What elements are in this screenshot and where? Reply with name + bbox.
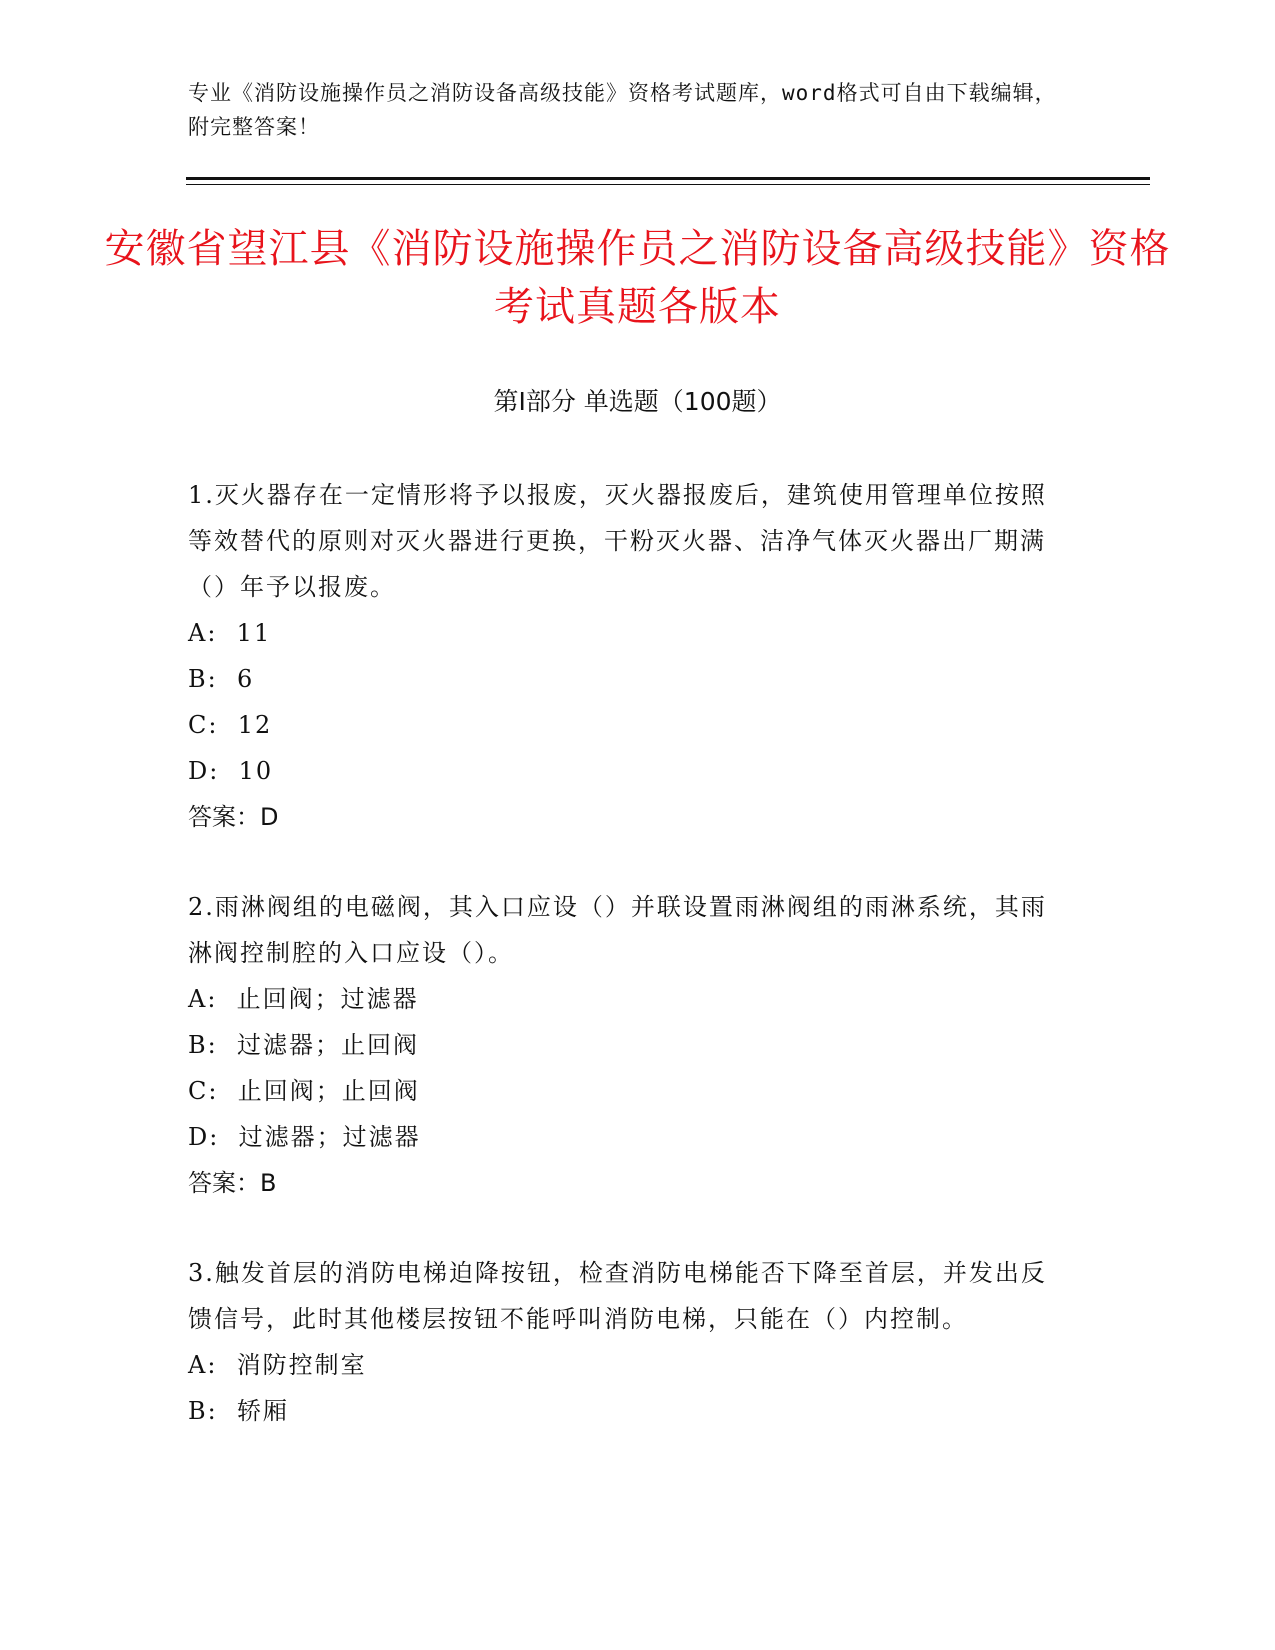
option-a: A: 11 bbox=[188, 619, 272, 647]
question-stem: 1.灭火器存在一定情形将予以报废，灭火器报废后，建筑使用管理单位按照等效替代的原则对灭火器进行更换，干粉灭火器、洁净气体灭火器出厂期满（）年予以报废。 bbox=[188, 481, 1047, 601]
header-divider-thick bbox=[186, 177, 1150, 180]
option-b: B: 6 bbox=[188, 665, 255, 693]
question-3 bbox=[188, 1250, 1068, 1434]
option-a: A: 消防控制室 bbox=[188, 1351, 367, 1379]
section-title: 第Ⅰ部分 单选题（100题） bbox=[493, 387, 782, 416]
question-2 bbox=[188, 884, 1068, 1206]
option-c: C: 12 bbox=[188, 711, 273, 739]
option-b: B: 过滤器；止回阀 bbox=[188, 1031, 419, 1059]
question-list bbox=[188, 472, 1068, 1478]
answer: 答案：B bbox=[188, 1169, 277, 1197]
option-d: D: 过滤器；过滤器 bbox=[188, 1123, 421, 1151]
option-d: D: 10 bbox=[188, 757, 274, 785]
option-b: B: 轿厢 bbox=[188, 1397, 289, 1425]
option-a: A: 止回阀；过滤器 bbox=[188, 985, 419, 1013]
document-title: 安徽省望江县《消防设施操作员之消防设备高级技能》资格考试真题各版本 bbox=[104, 226, 1171, 330]
question-1 bbox=[188, 472, 1068, 840]
answer: 答案：D bbox=[188, 803, 279, 831]
header-note: 专业《消防设施操作员之消防设备高级技能》资格考试题库，word格式可自由下载编辑，附完整答案！ bbox=[188, 81, 1057, 139]
option-c: C: 止回阀；止回阀 bbox=[188, 1077, 420, 1105]
header-divider-thin bbox=[186, 184, 1150, 185]
question-stem: 2.雨淋阀组的电磁阀，其入口应设（）并联设置雨淋阀组的雨淋系统，其雨淋阀控制腔的入口应设（）。 bbox=[188, 893, 1047, 967]
question-stem: 3.触发首层的消防电梯迫降按钮，检查消防电梯能否下降至首层，并发出反馈信号，此时其他楼层按钮不能呼叫消防电梯，只能在（）内控制。 bbox=[188, 1259, 1047, 1333]
